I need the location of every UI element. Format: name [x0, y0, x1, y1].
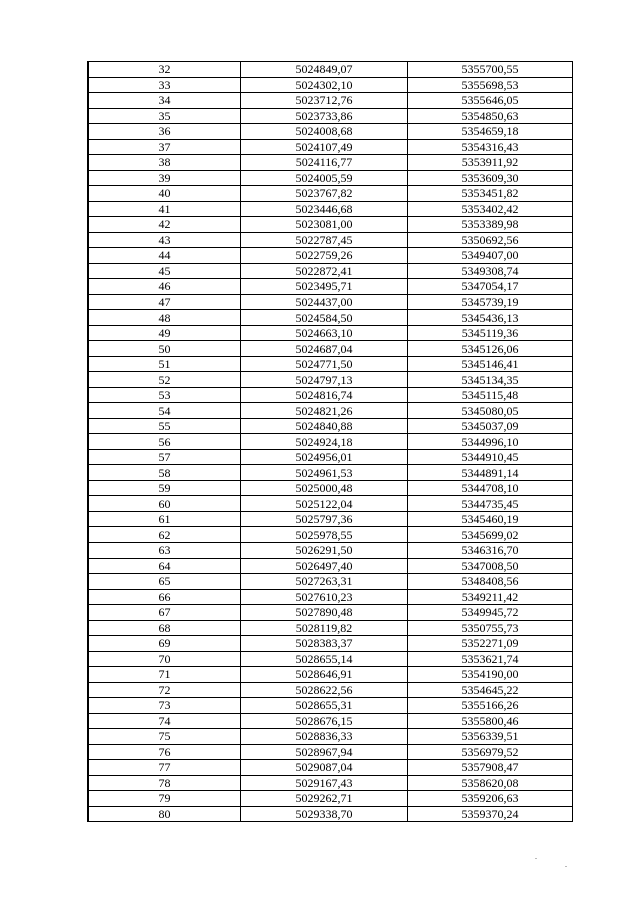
y-coordinate-cell: 5347054,17: [408, 279, 573, 295]
table-row: [88, 496, 573, 512]
table-row: [88, 124, 573, 140]
point-number-cell: 72: [88, 682, 241, 698]
point-number-cell: 36: [88, 124, 241, 140]
y-coordinate-cell: 5350692,56: [408, 232, 573, 248]
table-row: [88, 170, 573, 186]
x-coordinate-cell: 5024005,59: [241, 170, 408, 186]
y-coordinate-cell: 5345037,09: [408, 418, 573, 434]
point-number-cell: 55: [88, 418, 241, 434]
x-coordinate-cell: 5024302,10: [241, 77, 408, 93]
point-number-cell: 41: [88, 201, 241, 217]
point-number-cell: 75: [88, 729, 241, 745]
point-number-cell: 77: [88, 760, 241, 776]
point-number-cell: 44: [88, 248, 241, 264]
x-coordinate-cell: 5024961,53: [241, 465, 408, 481]
point-number-cell: 61: [88, 511, 241, 527]
x-coordinate-cell: 5024116,77: [241, 155, 408, 171]
table-row: [88, 511, 573, 527]
x-coordinate-cell: 5024840,88: [241, 418, 408, 434]
x-coordinate-cell: 5023495,71: [241, 279, 408, 295]
x-coordinate-cell: 5025978,55: [241, 527, 408, 543]
table-row: [88, 232, 573, 248]
x-coordinate-cell: 5024687,04: [241, 341, 408, 357]
x-coordinate-cell: 5029087,04: [241, 760, 408, 776]
y-coordinate-cell: 5344735,45: [408, 496, 573, 512]
x-coordinate-cell: 5027263,31: [241, 574, 408, 590]
point-number-cell: 56: [88, 434, 241, 450]
y-coordinate-cell: 5346316,70: [408, 542, 573, 558]
table-row: [88, 791, 573, 807]
point-number-cell: 37: [88, 139, 241, 155]
x-coordinate-cell: 5026497,40: [241, 558, 408, 574]
x-coordinate-cell: 5028622,56: [241, 682, 408, 698]
point-number-cell: 67: [88, 605, 241, 621]
scan-speck: [535, 858, 537, 859]
x-coordinate-cell: 5022759,26: [241, 248, 408, 264]
y-coordinate-cell: 5344910,45: [408, 449, 573, 465]
y-coordinate-cell: 5344708,10: [408, 480, 573, 496]
x-coordinate-cell: 5023081,00: [241, 217, 408, 233]
point-number-cell: 32: [88, 62, 241, 78]
x-coordinate-cell: 5024437,00: [241, 294, 408, 310]
table-row: [88, 356, 573, 372]
table-row: [88, 387, 573, 403]
table-row: [88, 186, 573, 202]
table-row: [88, 620, 573, 636]
x-coordinate-cell: 5024008,68: [241, 124, 408, 140]
x-coordinate-cell: 5029338,70: [241, 806, 408, 822]
table-row: [88, 248, 573, 264]
x-coordinate-cell: 5024584,50: [241, 310, 408, 326]
x-coordinate-cell: 5022872,41: [241, 263, 408, 279]
point-number-cell: 43: [88, 232, 241, 248]
point-number-cell: 60: [88, 496, 241, 512]
table-row: [88, 729, 573, 745]
y-coordinate-cell: 5353609,30: [408, 170, 573, 186]
table-row: [88, 465, 573, 481]
table-row: [88, 217, 573, 233]
point-number-cell: 38: [88, 155, 241, 171]
x-coordinate-cell: 5023733,86: [241, 108, 408, 124]
point-number-cell: 59: [88, 480, 241, 496]
y-coordinate-cell: 5349211,42: [408, 589, 573, 605]
y-coordinate-cell: 5352271,09: [408, 636, 573, 652]
point-number-cell: 33: [88, 77, 241, 93]
point-number-cell: 51: [88, 356, 241, 372]
y-coordinate-cell: 5345460,19: [408, 511, 573, 527]
table-row: [88, 418, 573, 434]
table-row: [88, 744, 573, 760]
y-coordinate-cell: 5357908,47: [408, 760, 573, 776]
x-coordinate-cell: 5028383,37: [241, 636, 408, 652]
y-coordinate-cell: 5353451,82: [408, 186, 573, 202]
point-number-cell: 48: [88, 310, 241, 326]
x-coordinate-cell: 5022787,45: [241, 232, 408, 248]
point-number-cell: 66: [88, 589, 241, 605]
y-coordinate-cell: 5344891,14: [408, 465, 573, 481]
x-coordinate-cell: 5024956,01: [241, 449, 408, 465]
x-coordinate-cell: 5028655,31: [241, 698, 408, 714]
table-row: [88, 279, 573, 295]
x-coordinate-cell: 5024663,10: [241, 325, 408, 341]
y-coordinate-cell: 5356979,52: [408, 744, 573, 760]
y-coordinate-cell: 5355700,55: [408, 62, 573, 78]
y-coordinate-cell: 5359206,63: [408, 791, 573, 807]
table-row: [88, 434, 573, 450]
x-coordinate-cell: 5028967,94: [241, 744, 408, 760]
y-coordinate-cell: 5349308,74: [408, 263, 573, 279]
x-coordinate-cell: 5024849,07: [241, 62, 408, 78]
table-row: [88, 294, 573, 310]
point-number-cell: 58: [88, 465, 241, 481]
y-coordinate-cell: 5350755,73: [408, 620, 573, 636]
point-number-cell: 62: [88, 527, 241, 543]
x-coordinate-cell: 5024924,18: [241, 434, 408, 450]
table-row: [88, 574, 573, 590]
y-coordinate-cell: 5345126,06: [408, 341, 573, 357]
point-number-cell: 52: [88, 372, 241, 388]
table-row: [88, 449, 573, 465]
y-coordinate-cell: 5345436,13: [408, 310, 573, 326]
point-number-cell: 57: [88, 449, 241, 465]
table-row: [88, 139, 573, 155]
x-coordinate-cell: 5029262,71: [241, 791, 408, 807]
coordinates-table-body: [88, 62, 573, 822]
table-row: [88, 682, 573, 698]
table-row: [88, 341, 573, 357]
point-number-cell: 45: [88, 263, 241, 279]
table-row: [88, 372, 573, 388]
point-number-cell: 73: [88, 698, 241, 714]
coordinates-table: [87, 61, 573, 822]
y-coordinate-cell: 5355646,05: [408, 93, 573, 109]
y-coordinate-cell: 5354645,22: [408, 682, 573, 698]
point-number-cell: 80: [88, 806, 241, 822]
table-row: [88, 155, 573, 171]
point-number-cell: 34: [88, 93, 241, 109]
y-coordinate-cell: 5345080,05: [408, 403, 573, 419]
table-row: [88, 325, 573, 341]
point-number-cell: 63: [88, 542, 241, 558]
x-coordinate-cell: 5025122,04: [241, 496, 408, 512]
x-coordinate-cell: 5024107,49: [241, 139, 408, 155]
table-row: [88, 527, 573, 543]
table-row: [88, 93, 573, 109]
x-coordinate-cell: 5023712,76: [241, 93, 408, 109]
x-coordinate-cell: 5028119,82: [241, 620, 408, 636]
point-number-cell: 69: [88, 636, 241, 652]
y-coordinate-cell: 5348408,56: [408, 574, 573, 590]
table-row: [88, 636, 573, 652]
point-number-cell: 54: [88, 403, 241, 419]
table-row: [88, 605, 573, 621]
y-coordinate-cell: 5347008,50: [408, 558, 573, 574]
x-coordinate-cell: 5028655,14: [241, 651, 408, 667]
y-coordinate-cell: 5353621,74: [408, 651, 573, 667]
point-number-cell: 79: [88, 791, 241, 807]
point-number-cell: 40: [88, 186, 241, 202]
x-coordinate-cell: 5026291,50: [241, 542, 408, 558]
table-row: [88, 698, 573, 714]
y-coordinate-cell: 5349407,00: [408, 248, 573, 264]
table-row: [88, 589, 573, 605]
y-coordinate-cell: 5355166,26: [408, 698, 573, 714]
x-coordinate-cell: 5029167,43: [241, 775, 408, 791]
x-coordinate-cell: 5028836,33: [241, 729, 408, 745]
table-row: [88, 542, 573, 558]
y-coordinate-cell: 5353389,98: [408, 217, 573, 233]
y-coordinate-cell: 5354316,43: [408, 139, 573, 155]
y-coordinate-cell: 5345115,48: [408, 387, 573, 403]
y-coordinate-cell: 5358620,08: [408, 775, 573, 791]
point-number-cell: 74: [88, 713, 241, 729]
y-coordinate-cell: 5359370,24: [408, 806, 573, 822]
point-number-cell: 68: [88, 620, 241, 636]
table-row: [88, 651, 573, 667]
table-row: [88, 806, 573, 822]
table-row: [88, 760, 573, 776]
scan-speck: [565, 866, 567, 867]
y-coordinate-cell: 5345119,36: [408, 325, 573, 341]
point-number-cell: 49: [88, 325, 241, 341]
table-row: [88, 108, 573, 124]
table-row: [88, 263, 573, 279]
table-row: [88, 310, 573, 326]
x-coordinate-cell: 5024816,74: [241, 387, 408, 403]
y-coordinate-cell: 5345739,19: [408, 294, 573, 310]
table-row: [88, 713, 573, 729]
point-number-cell: 50: [88, 341, 241, 357]
point-number-cell: 46: [88, 279, 241, 295]
y-coordinate-cell: 5354659,18: [408, 124, 573, 140]
x-coordinate-cell: 5027890,48: [241, 605, 408, 621]
point-number-cell: 39: [88, 170, 241, 186]
x-coordinate-cell: 5025797,36: [241, 511, 408, 527]
table-row: [88, 667, 573, 683]
x-coordinate-cell: 5028676,15: [241, 713, 408, 729]
y-coordinate-cell: 5353911,92: [408, 155, 573, 171]
x-coordinate-cell: 5023767,82: [241, 186, 408, 202]
point-number-cell: 71: [88, 667, 241, 683]
table-row: [88, 403, 573, 419]
point-number-cell: 47: [88, 294, 241, 310]
x-coordinate-cell: 5025000,48: [241, 480, 408, 496]
y-coordinate-cell: 5353402,42: [408, 201, 573, 217]
y-coordinate-cell: 5349945,72: [408, 605, 573, 621]
y-coordinate-cell: 5345146,41: [408, 356, 573, 372]
point-number-cell: 42: [88, 217, 241, 233]
x-coordinate-cell: 5027610,23: [241, 589, 408, 605]
point-number-cell: 35: [88, 108, 241, 124]
x-coordinate-cell: 5024797,13: [241, 372, 408, 388]
x-coordinate-cell: 5023446,68: [241, 201, 408, 217]
point-number-cell: 70: [88, 651, 241, 667]
point-number-cell: 76: [88, 744, 241, 760]
y-coordinate-cell: 5345699,02: [408, 527, 573, 543]
table-row: [88, 62, 573, 78]
table-row: [88, 558, 573, 574]
x-coordinate-cell: 5024771,50: [241, 356, 408, 372]
table-row: [88, 775, 573, 791]
table-row: [88, 201, 573, 217]
point-number-cell: 64: [88, 558, 241, 574]
point-number-cell: 65: [88, 574, 241, 590]
y-coordinate-cell: 5356339,51: [408, 729, 573, 745]
y-coordinate-cell: 5345134,35: [408, 372, 573, 388]
y-coordinate-cell: 5355698,53: [408, 77, 573, 93]
point-number-cell: 78: [88, 775, 241, 791]
table-row: [88, 77, 573, 93]
table-row: [88, 480, 573, 496]
y-coordinate-cell: 5354850,63: [408, 108, 573, 124]
x-coordinate-cell: 5028646,91: [241, 667, 408, 683]
x-coordinate-cell: 5024821,26: [241, 403, 408, 419]
y-coordinate-cell: 5355800,46: [408, 713, 573, 729]
point-number-cell: 53: [88, 387, 241, 403]
y-coordinate-cell: 5344996,10: [408, 434, 573, 450]
y-coordinate-cell: 5354190,00: [408, 667, 573, 683]
